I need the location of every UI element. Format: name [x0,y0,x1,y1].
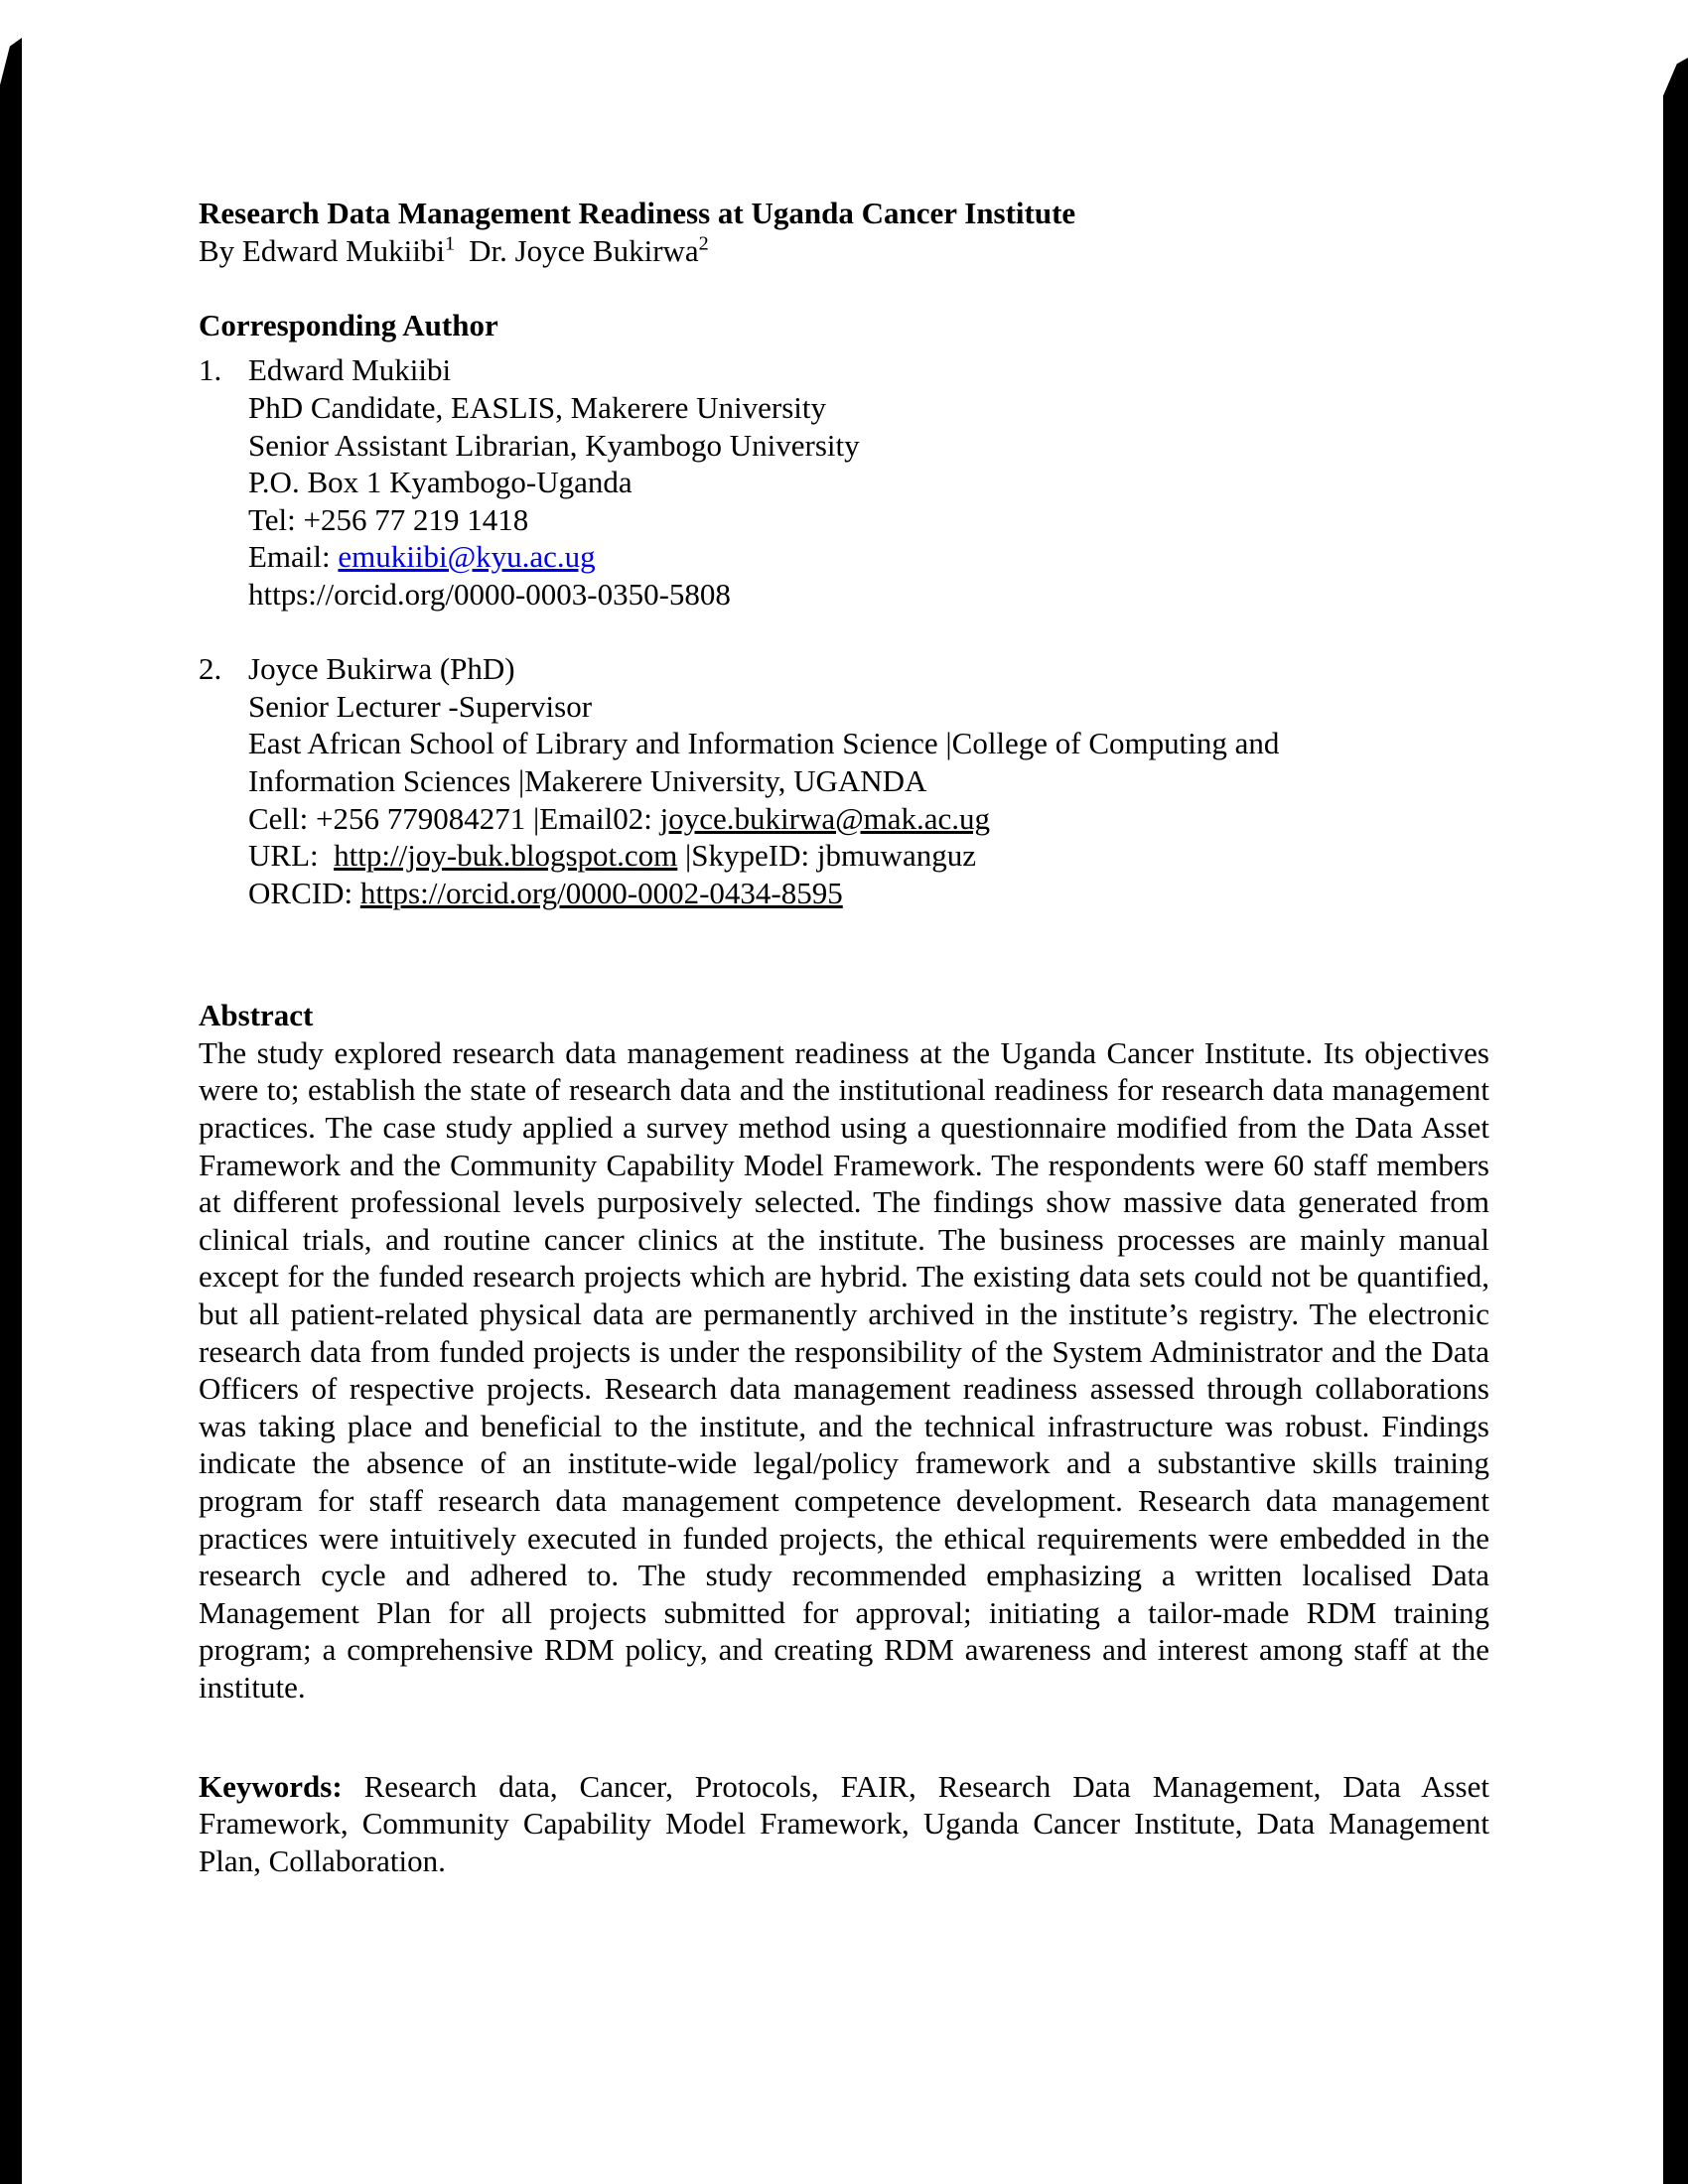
url-label: URL: [248,838,335,874]
author-2-url-link[interactable]: http://joy-buk.blogspot.com [334,838,678,874]
byline-author2: Dr. Joyce Bukirwa [469,232,699,268]
byline [199,232,1489,270]
author-1-phone-line: Tel: +256 77 219 1418 [248,501,529,537]
author-2-details [248,650,1489,911]
author-1-email-line [248,538,1489,576]
abstract-paragraph: The study explored research data management readiness at the Uganda Cancer Institute. Its objectives were to; establish the state of research data and the institutional readiness for research data management practices. The case study applied a survey method using a questionnaire modified from the Data Asset Framework and the Community Capability Model Framework. The respondents were 60 staff members at different professional levels purposively selected. The findings show massive data generated from clinical trials, and routine cancer clinics at the institute. The business processes are mainly manual except for the funded research projects which are hybrid. The existing data sets could not be quantified, but all patient-related physical data are permanently archived in the institute’s registry. The electronic research data from funded projects is under the responsibility of the System Administrator and the Data Officers of respective projects. Research data management readiness assessed through collaborations was taking place and beneficial to the institute, and the technical infrastructure was robust. Findings indicate the absence of an institute-wide legal/policy framework and a substantive skills training program for staff research data management competence development. Research data management practices were intuitively executed in funded projects, the ethical requirements were embedded in the research cycle and adhered to. The study recommended emphasizing a written localised Data Management Plan for all projects submitted for approval; initiating a tailor-made RDM training program; a comprehensive RDM policy, and creating RDM awareness and interest among staff at the institute. [199,1034,1489,1705]
cell-email-label: Cell: +256 779084271 |Email02: [248,800,660,836]
byline-author2-superscript: 2 [698,232,709,255]
author-2-email-link[interactable]: joyce.bukirwa@mak.ac.ug [659,800,991,836]
author-2-url-line [248,837,1489,875]
author-1-name: Edward Mukiibi [248,352,452,388]
author-2-title-line: Senior Lecturer -Supervisor [248,688,593,724]
keywords-paragraph [199,1768,1489,1880]
author-2-affiliation-line: Information Sciences |Makerere University, UGANDA [248,762,927,798]
author-entry-2 [199,650,1489,911]
byline-author1: By Edward Mukiibi [199,232,445,268]
author-2-orcid-line [248,875,1489,912]
author-1-details [248,351,1489,613]
author-2-orcid-link[interactable]: https://orcid.org/0000-0002-0434-8595 [359,875,843,910]
author-1-number: 1. [199,352,222,388]
author-1-address-line: P.O. Box 1 Kyambogo-Uganda [248,465,633,500]
keywords-label: Keywords: [199,1768,343,1804]
skype-id-label: |SkypeID: jbmuwanguz [677,838,976,874]
abstract-heading: Abstract [199,998,314,1033]
author-entry-1 [199,351,1489,613]
author-1-affiliation-line: Senior Assistant Librarian, Kyambogo University [248,427,860,463]
byline-author1-superscript: 1 [445,232,456,255]
scan-artifact-right-bar [1663,58,1688,2184]
corresponding-author-heading: Corresponding Author [199,307,498,342]
author-1-orcid-line: https://orcid.org/0000-0003-0350-5808 [248,576,731,612]
author-2-name: Joyce Bukirwa (PhD) [248,651,515,687]
email-label: Email: [248,539,339,575]
orcid-label: ORCID: [248,875,360,910]
author-2-contact-line [248,800,1489,838]
keywords-list: Research data, Cancer, Protocols, FAIR, Research Data Management, Data Asset Framework, Community Capability Model Framework, Uganda Cancer Institute, Data Management Plan, Collaboration. [199,1768,1489,1878]
author-2-number: 2. [199,651,222,687]
author-1-email-link[interactable]: emukiibi@kyu.ac.ug [338,539,596,575]
author-1-affiliation-line: PhD Candidate, EASLIS, Makerere University [248,389,826,425]
author-2-affiliation-line: East African School of Library and Information Science |College of Computing and [248,726,1280,761]
page-content [199,195,1489,1879]
paper-title: Research Data Management Readiness at Uganda Cancer Institute [199,196,1076,230]
scan-artifact-left-bar [0,38,22,2184]
